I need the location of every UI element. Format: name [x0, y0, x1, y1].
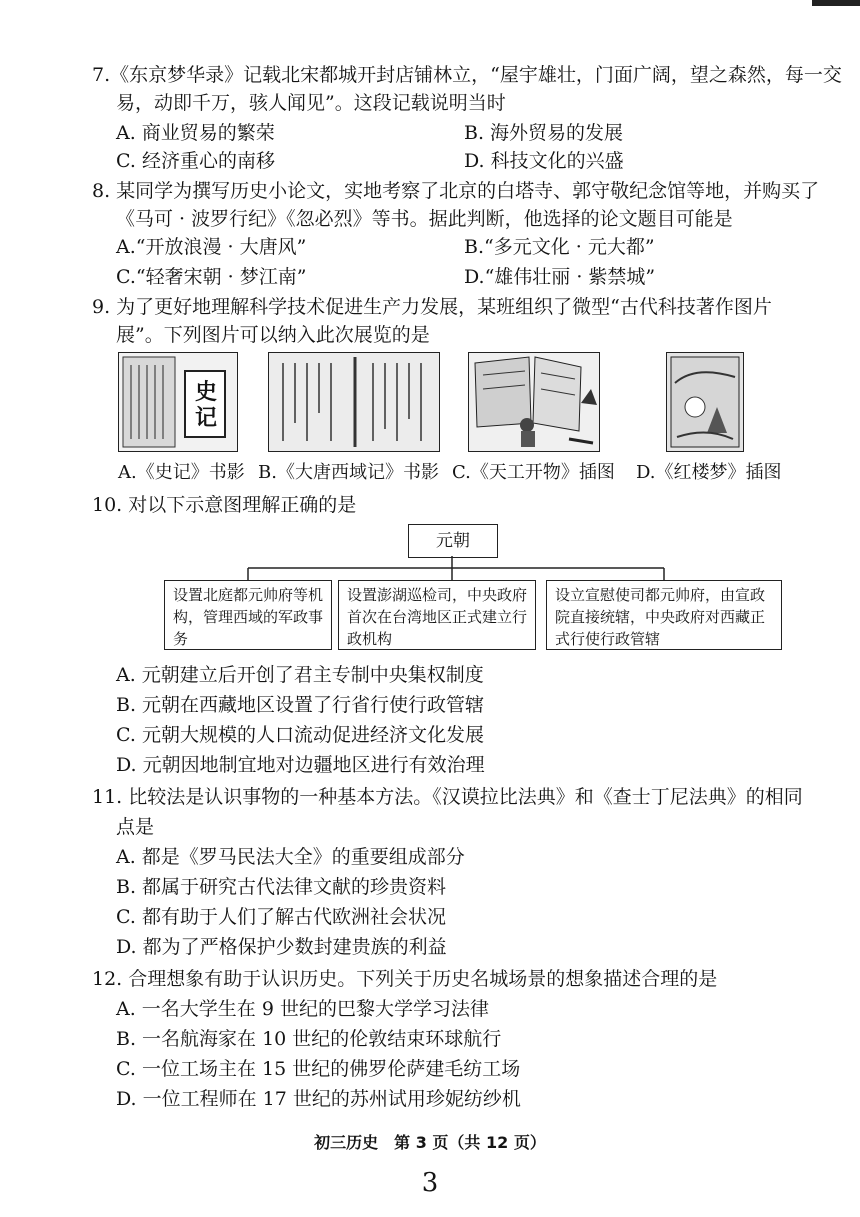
q7-stem-line2: 易，动即千万，骇人闻见”。这段记载说明当时 [116, 92, 506, 114]
q11-option-b[interactable]: B. 都属于研究古代法律文献的珍贵资料 [116, 876, 447, 898]
q8-stem-line1: 8. 某同学为撰写历史小论文，实地考察了北京的白塔寺、郭守敬纪念馆等地，并购买了 [92, 180, 820, 202]
diagram-box-xiyu: 设置北庭都元帅府等机构，管理西域的军政事务 [164, 580, 332, 650]
q12-option-a[interactable]: A. 一名大学生在 9 世纪的巴黎大学学习法律 [116, 998, 489, 1020]
q10-option-b[interactable]: B. 元朝在西藏地区设置了行省行使行政管辖 [116, 694, 485, 716]
diagram-box-taiwan: 设置澎湖巡检司，中央政府首次在台湾地区正式建立行政机构 [338, 580, 536, 650]
q11-stem-line1: 11. 比较法是认识事物的一种基本方法。《汉谟拉比法典》和《查士丁尼法典》的相同 [92, 786, 803, 808]
q12-stem: 12. 合理想象有助于认识历史。下列关于历史名城场景的想象描述合理的是 [92, 968, 718, 990]
q11-option-d[interactable]: D. 都为了严格保护少数封建贵族的利益 [116, 936, 447, 958]
q8-option-b[interactable]: B.“多元文化 · 元大都” [464, 236, 655, 258]
q9-option-d[interactable]: D.《红楼梦》插图 [636, 462, 782, 483]
q11-option-c[interactable]: C. 都有助于人们了解古代欧洲社会状况 [116, 906, 446, 928]
q11-option-a[interactable]: A. 都是《罗马民法大全》的重要组成部分 [116, 846, 465, 868]
q7-option-a[interactable]: A. 商业贸易的繁荣 [116, 122, 275, 144]
q8-stem-line2: 《马可 · 波罗行纪》《忽必烈》等书。据此判断，他选择的论文题目可能是 [116, 208, 733, 230]
q10-stem: 10. 对以下示意图理解正确的是 [92, 494, 357, 516]
q7-option-c[interactable]: C. 经济重心的南移 [116, 150, 275, 172]
q12-option-d[interactable]: D. 一位工程师在 17 世纪的苏州试用珍妮纺纱机 [116, 1088, 521, 1110]
q10-option-a[interactable]: A. 元朝建立后开创了君主专制中央集权制度 [116, 664, 484, 686]
q11-stem-line2: 点是 [116, 816, 155, 838]
q12-option-c[interactable]: C. 一位工场主在 15 世纪的佛罗伦萨建毛纺工场 [116, 1058, 521, 1080]
q7-stem-line1: 7.《东京梦华录》记载北宋都城开封店铺林立，“屋宇雄壮，门面广阔，望之森然，每一交 [92, 64, 842, 86]
diagram-title-box: 元朝 [408, 524, 498, 558]
q10-option-d[interactable]: D. 元朝因地制宜地对边疆地区进行有效治理 [116, 754, 485, 776]
q9-option-a[interactable]: A.《史记》书影 [118, 462, 245, 483]
q9-option-c[interactable]: C.《天工开物》插图 [452, 462, 615, 483]
diagram-box-tibet: 设立宣慰使司都元帅府，由宣政院直接统辖，中央政府对西藏正式行使行政管辖 [546, 580, 782, 650]
page-number: 3 [421, 1168, 439, 1198]
figure-a-title: 史记 [194, 379, 217, 431]
diagram-connectors [0, 0, 860, 600]
page-footer: 初三历史 第 3 页（共 12 页） [314, 1133, 546, 1152]
q8-option-c[interactable]: C.“轻奢宋朝 · 梦江南” [116, 266, 307, 288]
q7-option-d[interactable]: D. 科技文化的兴盛 [464, 150, 624, 172]
q12-option-b[interactable]: B. 一名航海家在 10 世纪的伦敦结束环球航行 [116, 1028, 502, 1050]
q7-option-b[interactable]: B. 海外贸易的发展 [464, 122, 624, 144]
q8-option-a[interactable]: A.“开放浪漫 · 大唐风” [116, 236, 307, 258]
q10-option-c[interactable]: C. 元朝大规模的人口流动促进经济文化发展 [116, 724, 484, 746]
q8-option-d[interactable]: D.“雄伟壮丽 · 紫禁城” [464, 266, 656, 288]
q9-option-b[interactable]: B.《大唐西域记》书影 [258, 462, 439, 483]
q9-stem-line1: 9. 为了更好地理解科学技术促进生产力发展，某班组织了微型“古代科技著作图片 [92, 296, 772, 318]
q9-stem-line2: 展”。下列图片可以纳入此次展览的是 [116, 324, 430, 346]
